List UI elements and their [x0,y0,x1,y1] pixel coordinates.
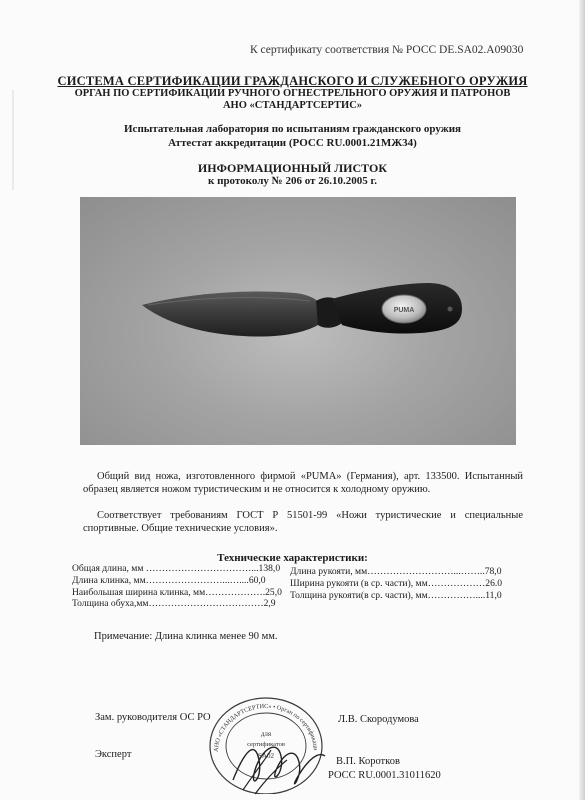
note: Примечание: Длина клинка менее 90 мм. [94,631,278,642]
handwritten-signature [225,720,335,800]
expert-cert-code: РОСС RU.0001.31011620 [328,770,441,781]
knife-blade [142,292,324,337]
standard-paragraph: Соответствует требованиям ГОСТ Р 51501-99 «Ножи туристические и специальные спортивные. Общие технические условия». [83,510,523,534]
lab-name: Испытательная лаборатория по испытаниям гражданского оружия [124,123,461,135]
organ-line: ОРГАН ПО СЕРТИФИКАЦИИ РУЧНОГО ОГНЕСТРЕЛЬНОГО ОРУЖИЯ И ПАТРОНОВ [74,88,511,99]
document-title: ИНФОРМАЦИОННЫЙ ЛИСТОК [197,161,388,175]
lab-accreditation: Аттестат аккредитации (РОСС RU.0001.21МЖ34) [168,137,417,149]
stamp-center-line1: для [260,730,272,738]
system-title: СИСТЕМА СЕРТИФИКАЦИИ ГРАЖДАНСКОГО И СЛУЖЕБНОГО ОРУЖИЯ [57,74,528,88]
signatory-role-2: Эксперт [95,749,132,760]
spec-total-length: Общая длина, мм ……………………………...138,0 [72,563,281,574]
knife-photo [80,197,516,445]
spec-spine-thickness: Толщина обуха,мм………………………………2,9 [72,598,276,610]
stamp-center-code: SA02 [258,752,274,760]
signatory-role-1: Зам. руководителя ОС РО [95,712,211,723]
spec-handle-width: Ширина рукояти (в ср. части), мм………………26.0 [290,577,503,589]
specs-right-column [290,566,502,601]
medallion-text: PUMA [393,307,415,314]
specs-title: Технические характеристики: [217,552,368,564]
spec-blade-width: Наибольшая ширина клинка, мм……………….25,0 [72,586,282,598]
spec-handle-thickness: Толщина рукояти(в ср. части), мм……………....11,0 [290,589,502,601]
description-paragraph: Общий вид ножа, изготовленного фирмой «PUMA» (Германия), арт. 133500. Испытанный образец является ножом туристическим и не относится к холодному оружию. [83,471,523,495]
organization-name: АНО «СТАНДАРТСЕРТИС» [222,100,363,111]
document-subtitle: к протоколу № 206 от 26.10.2005 г. [208,175,377,187]
specs-left-column [72,563,282,610]
stamp-center-line2: сертификатов [247,741,285,748]
spec-handle-length: Длина рукояти, мм………………………...……..78,0 [290,566,502,577]
signatory-name-1: Л.В. Скородумова [338,714,419,725]
knife-illustration [80,197,516,445]
spec-blade-length: Длина клинка, мм……………………...…....60,0 [72,574,266,586]
certificate-reference: К сертификату соответствия № РОСС DE.SA02.A09030 [250,44,524,56]
scan-edge-shadow [579,0,585,800]
stamp-outer-text: АНО «СТАНДАРТСЕРТИС» • Орган по сертификаци [212,702,319,753]
signatory-name-2: В.П. Коротков [336,756,400,767]
